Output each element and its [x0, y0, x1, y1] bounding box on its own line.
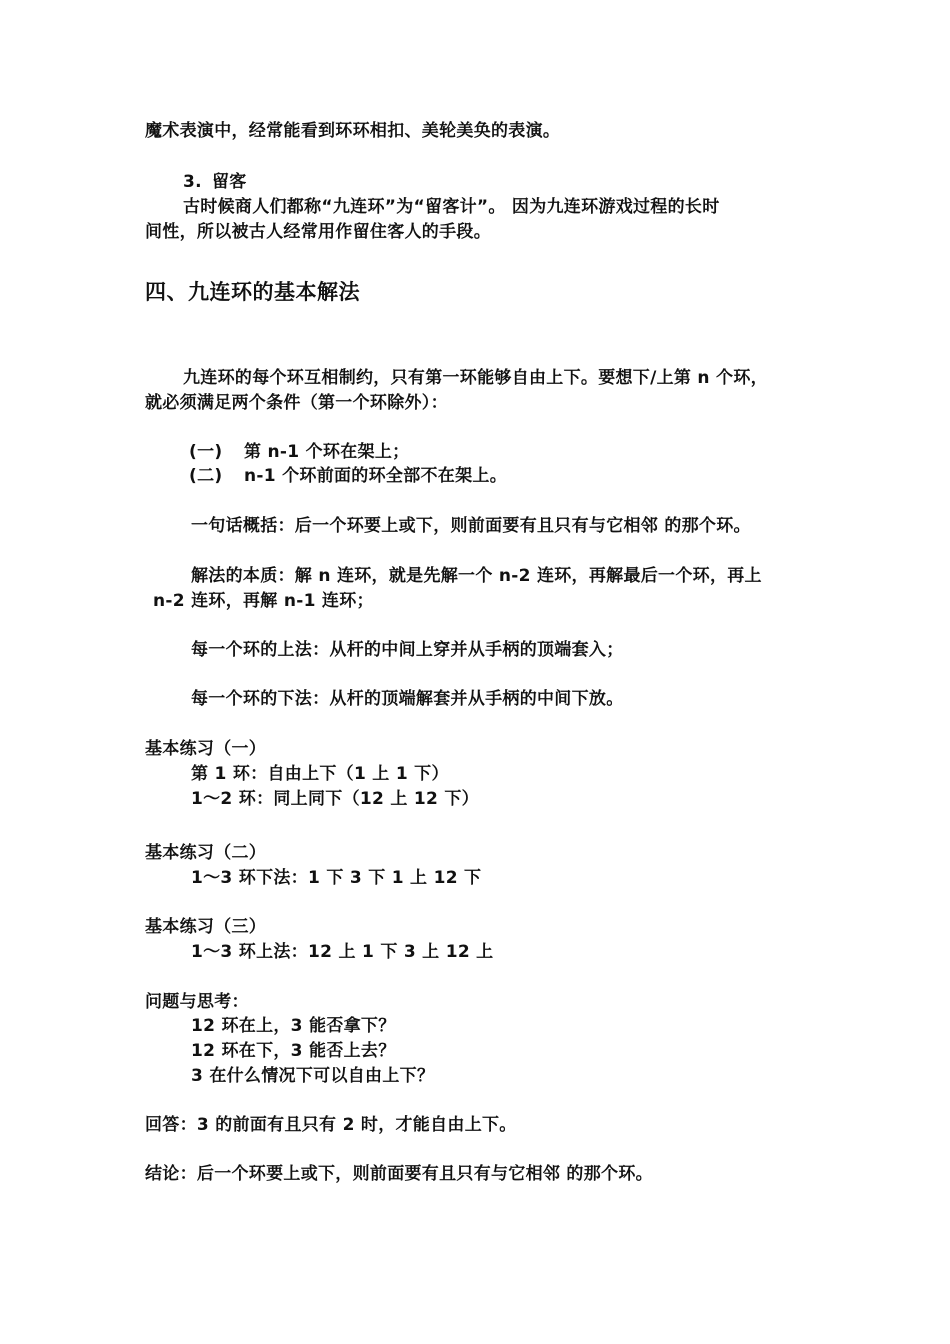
question-1: 12 环在上，3 能否拿下？ — [191, 1016, 396, 1036]
condition-1-text: 第 n-1 个环在架上； — [244, 442, 410, 462]
intro-tail-text: 魔术表演中，经常能看到环环相扣、美轮美奂的表演。 — [145, 121, 561, 141]
section4-heading: 四、九连环的基本解法 — [145, 280, 360, 304]
summary-text: 一句话概括：后一个环要上或下，则前面要有且只有与它相邻 的那个环。 — [191, 516, 751, 536]
questions-title: 问题与思考： — [145, 992, 249, 1012]
conclusion-text: 结论：后一个环要上或下，则前面要有且只有与它相邻 的那个环。 — [145, 1164, 653, 1184]
answer-text: 回答：3 的前面有且只有 2 时，才能自由上下。 — [145, 1115, 517, 1135]
essence-line1: 解法的本质：解 n 连环，就是先解一个 n-2 连环，再解最后一个环，再上 — [191, 566, 762, 586]
down-method-text: 每一个环的下法：从杆的顶端解套并从手柄的中间下放。 — [191, 689, 624, 709]
question-3: 3 在什么情况下可以自由上下？ — [191, 1066, 435, 1086]
item3-body-line1: 古时候商人们都称“九连环”为“留客计”。 因为九连环游戏过程的长时 — [183, 197, 720, 217]
up-method-text: 每一个环的上法：从杆的中间上穿并从手柄的顶端套入； — [191, 640, 624, 660]
essence-line2: n-2 连环，再解 n-1 连环； — [153, 591, 374, 611]
item3-number: 3. — [183, 172, 202, 192]
practice1-title: 基本练习（一） — [145, 739, 267, 759]
condition-2-text: n-1 个环前面的环全部不在架上。 — [244, 466, 508, 486]
practice2-line1: 1～3 环下法：1 下 3 下 1 上 12 下 — [191, 868, 482, 888]
practice2-title: 基本练习（二） — [145, 843, 267, 863]
practice3-title: 基本练习（三） — [145, 917, 267, 937]
section4-para-line1: 九连环的每个环互相制约，只有第一环能够自由上下。要想下/上第 n 个环， — [183, 368, 768, 388]
condition-2-mark: (二) — [189, 466, 223, 486]
practice1-line2: 1～2 环：同上同下（12 上 12 下） — [191, 789, 479, 809]
section4-para-line2: 就必须满足两个条件（第一个环除外）： — [145, 393, 448, 413]
practice1-line1: 第 1 环：自由上下（1 上 1 下） — [191, 764, 449, 784]
item3-body-line2: 间性，所以被古人经常用作留住客人的手段。 — [145, 222, 491, 242]
condition-1-mark: (一) — [189, 442, 223, 462]
question-2: 12 环在下，3 能否上去？ — [191, 1041, 396, 1061]
practice3-line1: 1～3 环上法：12 上 1 下 3 上 12 上 — [191, 942, 494, 962]
item3-title: 留客 — [212, 172, 247, 192]
